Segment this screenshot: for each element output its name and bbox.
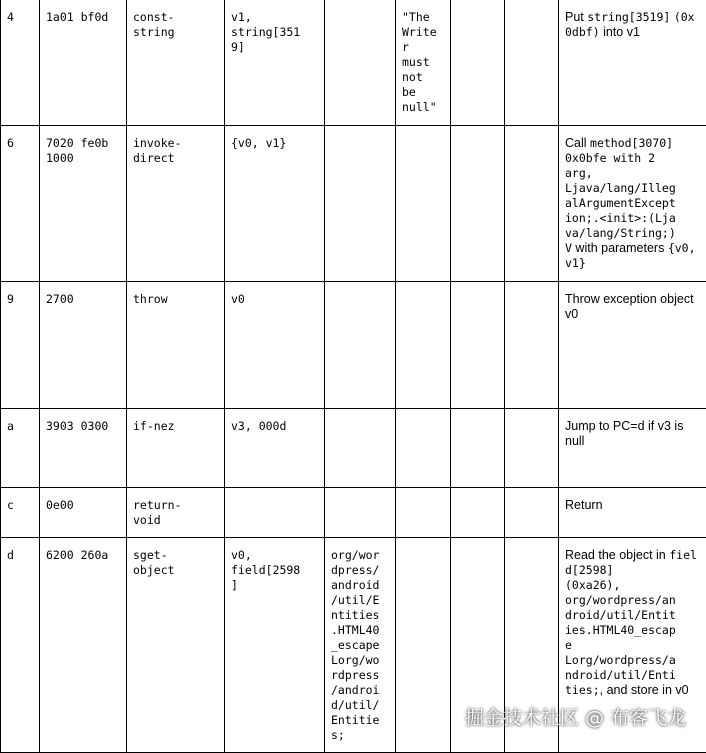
description-cell [559, 488, 706, 538]
operands-cell: v3, 000d [225, 409, 325, 488]
hex-cell: 0e00 [40, 488, 127, 538]
description-text: , and store in v0 [600, 683, 689, 697]
watermark: 掘金技术社区 @ 布客飞龙 [465, 703, 686, 730]
description-text: Put [565, 10, 587, 24]
hex-cell: 3903 0300 [40, 409, 127, 488]
extra-cell-a [451, 282, 505, 409]
extra-cell-b [505, 0, 559, 126]
hex-cell: 6200 260a [40, 538, 127, 753]
extra-cell-b [505, 488, 559, 538]
operands-cell: v0 [225, 282, 325, 409]
extra-cell-b [505, 282, 559, 409]
opcode-cell: const- string [127, 0, 225, 126]
table-row [1, 282, 706, 409]
description-text: Throw exception object v0 [565, 292, 694, 321]
string-cell: org/wor dpress/ android /util/E ntities .HTML40 _escape Lorg/wo rdpress /androi d/util/ Entitie s; [325, 538, 396, 753]
hex-cell: 7020 fe0b 1000 [40, 126, 127, 282]
description-text: Read the object in [565, 548, 669, 562]
operands-cell [225, 488, 325, 538]
description-text: Return [565, 498, 603, 512]
table-row [1, 126, 706, 282]
description-code: method[3070] 0x0bfe with 2 arg, Ljava/lang/Illeg alArgumentExcept ion;.<init>:(Lja va/lang/String;) V [565, 136, 676, 255]
extra-cell-b [505, 126, 559, 282]
hex-cell: 1a01 bf0d [40, 0, 127, 126]
description-text: Jump to PC=d if v3 is null [565, 419, 683, 448]
literal-cell: "The Write r must not be null" [396, 0, 451, 126]
description-cell [559, 409, 706, 488]
pc-cell: 9 [1, 282, 40, 409]
table-row [1, 488, 706, 538]
table-row [1, 0, 706, 126]
pc-cell: 4 [1, 0, 40, 126]
literal-cell [396, 409, 451, 488]
string-cell [325, 282, 396, 409]
extra-cell-a [451, 126, 505, 282]
literal-cell [396, 282, 451, 409]
string-cell [325, 488, 396, 538]
literal-cell [396, 126, 451, 282]
operands-cell: v1, string[351 9] [225, 0, 325, 126]
extra-cell-b [505, 409, 559, 488]
opcode-cell: sget- object [127, 538, 225, 753]
description-text: with parameters [572, 241, 668, 255]
pc-cell: 6 [1, 126, 40, 282]
description-text: into v1 [600, 25, 640, 39]
description-cell [559, 126, 706, 282]
description-code: field[2598] (0xa26), org/wordpress/an droid/util/Entit ies.HTML40_escap e Lorg/wordpress/a ndroid/util/Enti ties; [565, 548, 697, 697]
description-code: string[3519] [587, 10, 670, 24]
literal-cell [396, 488, 451, 538]
opcode-cell: if-nez [127, 409, 225, 488]
opcode-cell: return- void [127, 488, 225, 538]
string-cell [325, 0, 396, 126]
description-code: (0x0dbf) [565, 10, 695, 39]
operands-cell: v0, field[2598 ] [225, 538, 325, 753]
table-row [1, 409, 706, 488]
opcode-cell: invoke- direct [127, 126, 225, 282]
pc-cell: d [1, 538, 40, 753]
pc-cell: c [1, 488, 40, 538]
description-cell [559, 282, 706, 409]
description-cell [559, 0, 706, 126]
literal-cell [396, 538, 451, 753]
opcode-cell: throw [127, 282, 225, 409]
extra-cell-a [451, 488, 505, 538]
extra-cell-a [451, 0, 505, 126]
description-text: Call [565, 136, 590, 150]
extra-cell-a [451, 409, 505, 488]
pc-cell: a [1, 409, 40, 488]
operands-cell: {v0, v1} [225, 126, 325, 282]
string-cell [325, 409, 396, 488]
hex-cell: 2700 [40, 282, 127, 409]
description-code: {v0, v1} [565, 241, 702, 270]
string-cell [325, 126, 396, 282]
